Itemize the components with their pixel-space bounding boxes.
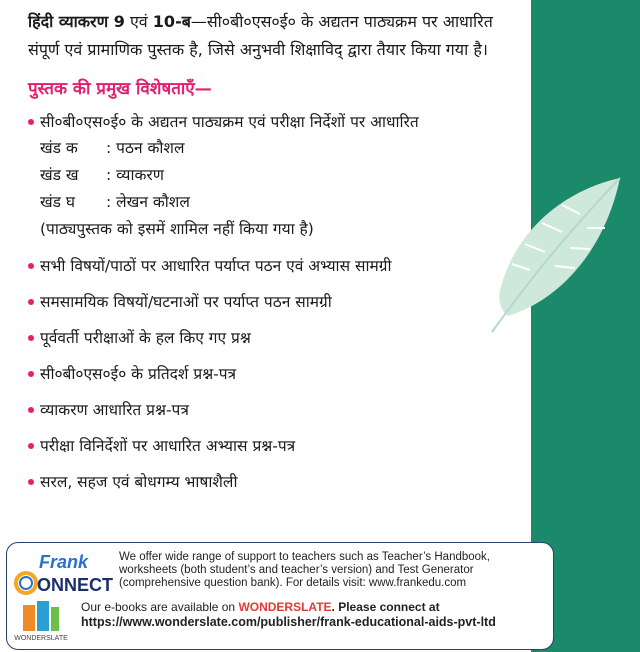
book-title: हिंदी व्याकरण 9 bbox=[28, 12, 125, 31]
feature-note: (पाठ्यपुस्तक को इसमें शामिल नहीं किया गया है) bbox=[40, 220, 314, 238]
features-list bbox=[28, 109, 523, 495]
svg-text:Frank: Frank bbox=[39, 552, 89, 572]
wonderslate-url-link[interactable]: https://www.wonderslate.com/publisher/frank-educational-aids-pvt-ltd bbox=[81, 615, 496, 629]
feature-item: पूर्ववर्ती परीक्षाओं के हल किए गए प्रश्न bbox=[28, 325, 523, 351]
section-title: पुस्तक की प्रमुख विशेषताएँ— bbox=[28, 79, 212, 99]
book-title-part2: 10-ब bbox=[152, 12, 191, 31]
feature-item: समसामयिक विषयों/घटनाओं पर पर्याप्त पठन सामग्री bbox=[28, 289, 523, 315]
feature-item: सभी विषयों/पाठों पर आधारित पर्याप्त पठन एवं अभ्यास सामग्री bbox=[28, 253, 523, 279]
intro-text: —सी०बी०एस०ई० के अद्यतन पाठ्यक्रम पर आधारित संपूर्ण एवं प्रामाणिक पुस्तक है, जिसे अनुभवी शिक्षाविद् द्वारा तैयार किया गया है। bbox=[28, 12, 493, 59]
title-connector: एवं bbox=[129, 12, 148, 31]
wonderslate-brand: WONDERSLATE bbox=[238, 600, 332, 614]
ebook-text: Our e-books are available on WONDERSLATE. Please connect at https://www.wonderslate.com/publisher/frank-educational-aids-pvt-ltd bbox=[81, 600, 496, 629]
section-line: खंड घ : लेखन कौशल bbox=[40, 193, 190, 211]
support-text: We offer wide range of support to teachers such as Teacher’s Handbook, worksheets (both student’s and teacher’s version) and Test Generator (comprehensive question bank). For details visit: www.frankedu.com bbox=[119, 551, 490, 589]
feature-text: सी०बी०एस०ई० के अद्यतन पाठ्यक्रम एवं परीक्षा निर्देशों पर आधारित bbox=[40, 113, 419, 131]
svg-text:ONNECT: ONNECT bbox=[37, 575, 113, 595]
book-features-content bbox=[28, 8, 523, 505]
frank-connect-logo bbox=[13, 551, 121, 597]
section-line: खंड ख : व्याकरण bbox=[40, 166, 164, 184]
intro-paragraph bbox=[28, 8, 523, 64]
feature-item: व्याकरण आधारित प्रश्न-पत्र bbox=[28, 397, 523, 423]
wonderslate-logo-label: WONDERSLATE bbox=[14, 635, 68, 642]
feature-item: सी०बी०एस०ई० के प्रतिदर्श प्रश्न-पत्र bbox=[28, 361, 523, 387]
feature-item bbox=[28, 109, 523, 243]
feature-item: परीक्षा विनिर्देशों पर आधारित अभ्यास प्रश्न-पत्र bbox=[28, 433, 523, 459]
section-line: खंड क : पठन कौशल bbox=[40, 139, 185, 157]
feature-item: सरल, सहज एवं बोधगम्य भाषाशैली bbox=[28, 469, 523, 495]
footer-box bbox=[6, 542, 554, 650]
